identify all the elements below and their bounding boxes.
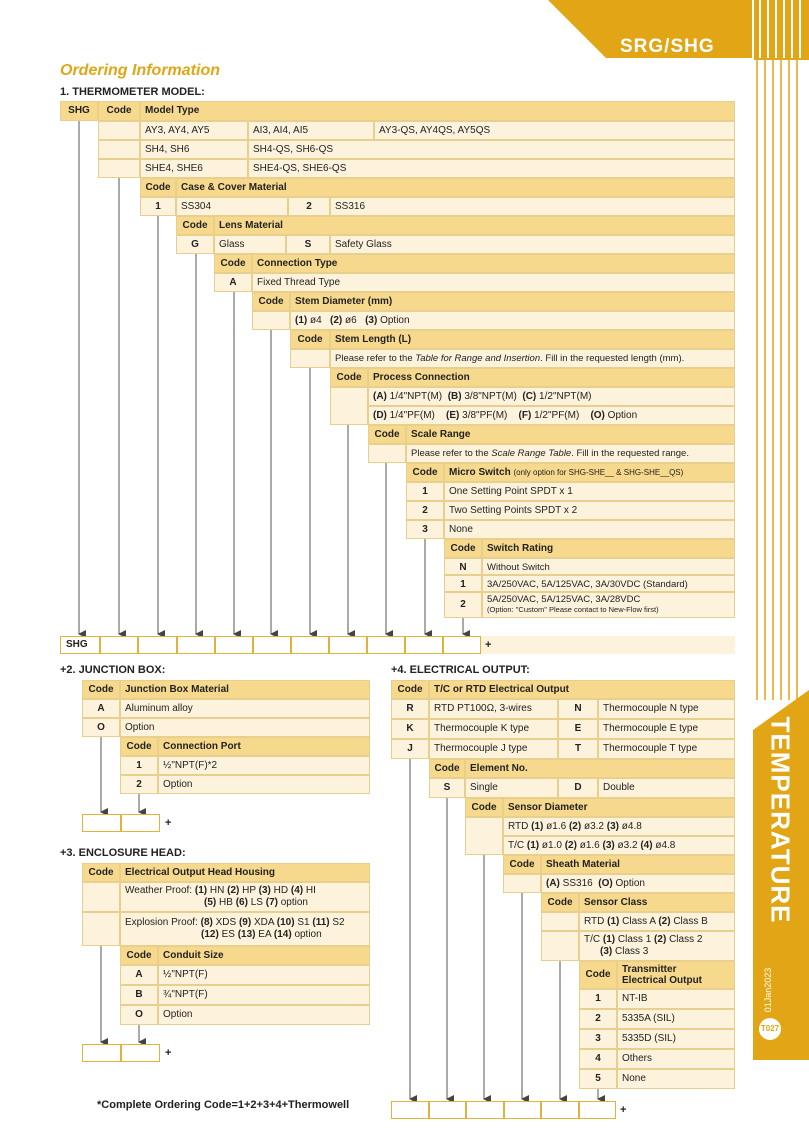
result-prefix: SHG <box>66 639 88 650</box>
output-code: J <box>391 739 429 759</box>
junction-material-header: Junction Box Material <box>120 680 370 699</box>
output-value: RTD PT100Ω, 3-wires <box>429 699 558 719</box>
output-header: T/C or RTD Electrical Output <box>429 680 735 699</box>
rating-value: 3A/250VAC, 5A/125VAC, 3A/30VDC (Standard) <box>482 575 735 592</box>
micro-value: None <box>444 520 735 539</box>
code-box[interactable] <box>541 1101 579 1119</box>
model-cell: SH4, SH6 <box>140 140 248 159</box>
plus-sign: + <box>165 817 172 829</box>
port-code: 1 <box>120 756 158 775</box>
code-header: Code <box>465 798 503 817</box>
code-header: Code <box>429 759 465 778</box>
rating-value: 5A/250VAC, 5A/125VAC, 3A/28VDC (Option: "Custom" Please contact to New-Flow first) <box>482 592 735 618</box>
section-1-heading: 1. THERMOMETER MODEL: <box>60 86 205 98</box>
micro-value: One Setting Point SPDT x 1 <box>444 482 735 501</box>
transmitter-value: NT-IB <box>617 989 735 1009</box>
output-value: Thermocouple N type <box>598 699 735 719</box>
rating-code: 2 <box>444 592 482 618</box>
section-2-heading: +2. JUNCTION BOX: <box>60 664 166 676</box>
conduit-value: ½"NPT(F) <box>158 965 370 985</box>
connection-code: A <box>214 273 252 292</box>
page-title: Ordering Information <box>60 62 220 79</box>
code-header: Code <box>140 178 176 197</box>
rating-code: N <box>444 558 482 575</box>
model-cell: SH4-QS, SH6-QS <box>248 140 735 159</box>
code-header: Code <box>330 368 368 387</box>
model-type-header: Model Type <box>140 101 735 121</box>
code-header: Code <box>290 330 330 349</box>
head-housing-header: Electrical Output Head Housing <box>120 863 370 882</box>
code-header: Code <box>98 101 140 121</box>
micro-switch-header: Micro Switch (only option for SHG-SHE__ & SHG-SHE__QS) <box>444 463 735 482</box>
output-code: T <box>558 739 598 759</box>
conduit-value: ¾"NPT(F) <box>158 985 370 1005</box>
rating-code: 1 <box>444 575 482 592</box>
stem-length-note: Please refer to the Table for Range and Insertion. Fill in the requested length (mm). <box>330 349 735 368</box>
lens-material-header: Lens Material <box>214 216 735 235</box>
section-4-heading: +4. ELECTRICAL OUTPUT: <box>391 664 530 676</box>
stem-length-header: Stem Length (L) <box>330 330 735 349</box>
conduit-code: B <box>120 985 158 1005</box>
case-code: 2 <box>288 197 330 216</box>
section-3-heading: +3. ENCLOSURE HEAD: <box>60 847 186 859</box>
connection-type-header: Connection Type <box>252 254 735 273</box>
lens-code: S <box>286 235 330 254</box>
transmitter-value: 5335D (SIL) <box>617 1029 735 1049</box>
plus-sign: + <box>485 639 492 651</box>
plus-sign: + <box>165 1047 172 1059</box>
model-cell: AY3, AY4, AY5 <box>140 121 248 140</box>
code-header: Code <box>406 463 444 482</box>
connection-port-header: Connection Port <box>158 737 370 756</box>
output-value: Thermocouple K type <box>429 719 558 739</box>
transmitter-value: Others <box>617 1049 735 1069</box>
model-cell: AY3-QS, AY4QS, AY5QS <box>374 121 735 140</box>
explosion-proof-options: Explosion Proof: (8) XDS (9) XDA (10) S1 (11) S2 (12) ES (13) EA (14) option <box>120 912 370 946</box>
process-options-row-2: (D) 1/4"PF(M) (E) 3/8"PF(M) (F) 1/2"PF(M) (O) Option <box>368 406 735 425</box>
page-number: T027 <box>759 1018 781 1040</box>
case-value: SS304 <box>176 197 288 216</box>
code-header: Code <box>579 961 617 989</box>
code-box[interactable] <box>391 1101 429 1119</box>
switch-rating-header: Switch Rating <box>482 539 735 558</box>
transmitter-value: 5335A (SIL) <box>617 1009 735 1029</box>
code-header: Code <box>214 254 252 273</box>
code-header: Code <box>444 539 482 558</box>
transmitter-header: Transmitter Electrical Output <box>617 961 735 989</box>
connection-value: Fixed Thread Type <box>252 273 735 292</box>
element-code: D <box>558 778 598 798</box>
complete-code-note: *Complete Ordering Code=1+2+3+4+Thermowell <box>97 1099 350 1111</box>
lens-value: Safety Glass <box>330 235 735 254</box>
output-code: N <box>558 699 598 719</box>
transmitter-code: 2 <box>579 1009 617 1029</box>
date-code: 01Jan2023 <box>763 967 773 1013</box>
element-value: Single <box>465 778 558 798</box>
code-box[interactable] <box>429 1101 466 1119</box>
port-code: 2 <box>120 775 158 794</box>
case-material-header: Case & Cover Material <box>176 178 735 197</box>
code-header: Code <box>503 855 541 874</box>
element-code: S <box>429 778 465 798</box>
model-cell: SHE4-QS, SHE6-QS <box>248 159 735 178</box>
class-rtd-options: RTD (1) Class A (2) Class B <box>579 912 735 931</box>
product-code: SRG/SHG <box>620 36 715 57</box>
output-code: R <box>391 699 429 719</box>
output-value: Thermocouple T type <box>598 739 735 759</box>
code-header: Code <box>82 863 120 882</box>
transmitter-code: 5 <box>579 1069 617 1089</box>
port-value: Option <box>158 775 370 794</box>
junction-code: O <box>82 718 120 737</box>
rating-value: Without Switch <box>482 558 735 575</box>
micro-code: 3 <box>406 520 444 539</box>
scale-range-note: Please refer to the Scale Range Table. Fill in the requested range. <box>406 444 735 463</box>
conduit-value: Option <box>158 1005 370 1025</box>
output-value: Thermocouple E type <box>598 719 735 739</box>
junction-value: Aluminum alloy <box>120 699 370 718</box>
micro-code: 2 <box>406 501 444 520</box>
process-options-row-1: (A) 1/4"NPT(M) (B) 3/8"NPT(M) (C) 1/2"NPT(M) <box>368 387 735 406</box>
shg-label: SHG <box>60 101 98 121</box>
transmitter-code: 1 <box>579 989 617 1009</box>
output-code: E <box>558 719 598 739</box>
transmitter-value: None <box>617 1069 735 1089</box>
code-box[interactable] <box>504 1101 541 1119</box>
conduit-code: O <box>120 1005 158 1025</box>
output-value: Thermocouple J type <box>429 739 558 759</box>
port-value: ½"NPT(F)*2 <box>158 756 370 775</box>
code-header: Code <box>252 292 290 311</box>
sheath-material-header: Sheath Material <box>541 855 735 874</box>
code-header: Code <box>176 216 214 235</box>
code-header: Code <box>368 425 406 444</box>
micro-value: Two Setting Points SPDT x 2 <box>444 501 735 520</box>
sensor-rtd-options: RTD (1) ø1.6 (2) ø3.2 (3) ø4.8 <box>503 817 735 836</box>
sensor-class-header: Sensor Class <box>579 893 735 912</box>
model-cell: AI3, AI4, AI5 <box>248 121 374 140</box>
element-value: Double <box>598 778 735 798</box>
case-code: 1 <box>140 197 176 216</box>
element-header: Element No. <box>465 759 735 778</box>
code-header: Code <box>541 893 579 912</box>
code-box[interactable] <box>579 1101 616 1119</box>
code-header: Code <box>391 680 429 699</box>
conduit-code: A <box>120 965 158 985</box>
transmitter-code: 4 <box>579 1049 617 1069</box>
transmitter-code: 3 <box>579 1029 617 1049</box>
conduit-size-header: Conduit Size <box>158 946 370 965</box>
stem-diameter-options: (1) ø4 (2) ø6 (3) Option <box>290 311 735 330</box>
code-header: Code <box>120 737 158 756</box>
case-value: SS316 <box>330 197 735 216</box>
sensor-diameter-header: Sensor Diameter <box>503 798 735 817</box>
process-connection-header: Process Connection <box>368 368 735 387</box>
lens-code: G <box>176 235 214 254</box>
lens-value: Glass <box>214 235 286 254</box>
scale-range-header: Scale Range <box>406 425 735 444</box>
sheath-options: (A) SS316 (O) Option <box>541 874 735 893</box>
junction-value: Option <box>120 718 370 737</box>
model-cell: SHE4, SHE6 <box>140 159 248 178</box>
class-tc-options: T/C (1) Class 1 (2) Class 2 (3) Class 3 <box>579 931 735 961</box>
side-label: TEMPERATURE <box>765 716 796 924</box>
code-box[interactable] <box>466 1101 504 1119</box>
sensor-tc-options: T/C (1) ø1.0 (2) ø1.6 (3) ø3.2 (4) ø4.8 <box>503 836 735 855</box>
output-code: K <box>391 719 429 739</box>
micro-code: 1 <box>406 482 444 501</box>
plus-sign: + <box>620 1104 627 1116</box>
code-header: Code <box>120 946 158 965</box>
code-header: Code <box>82 680 120 699</box>
stem-diameter-header: Stem Diameter (mm) <box>290 292 735 311</box>
junction-code: A <box>82 699 120 718</box>
weather-proof-options: Weather Proof: (1) HN (2) HP (3) HD (4) HI (5) HB (6) LS (7) option <box>120 882 370 912</box>
